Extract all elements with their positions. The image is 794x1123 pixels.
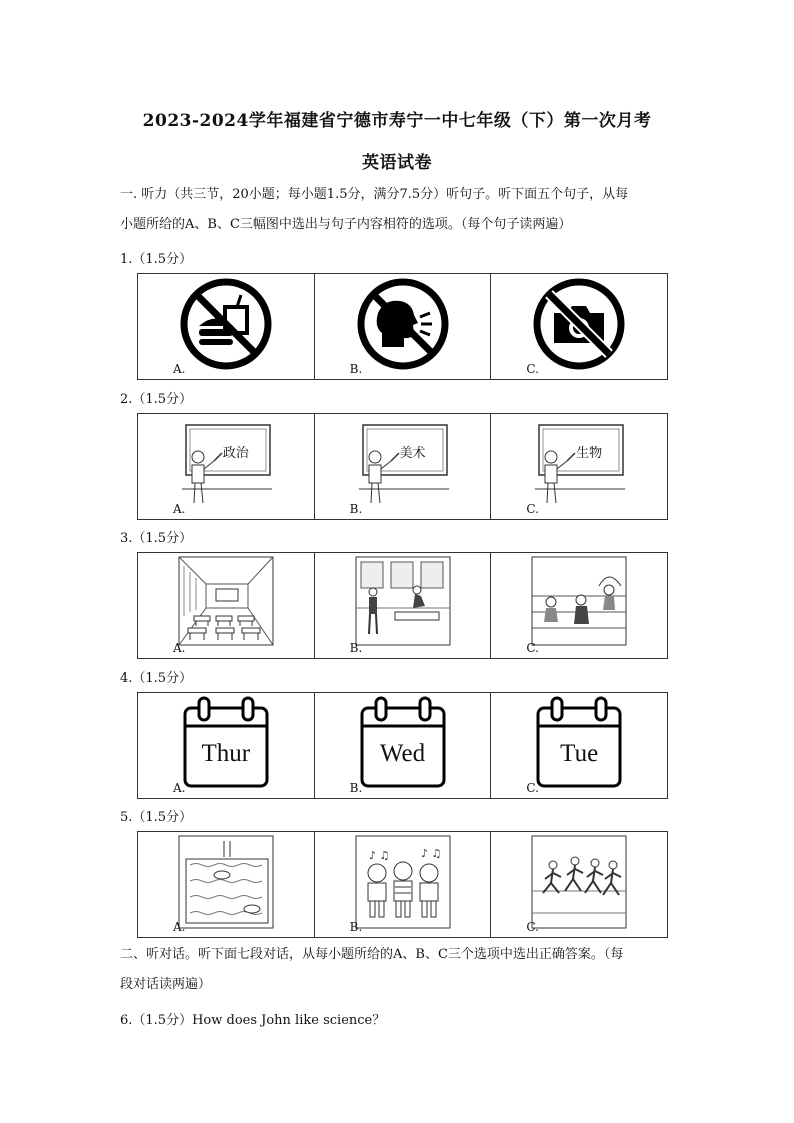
option-cell[interactable]	[138, 693, 315, 798]
svg-text:♪ ♫: ♪ ♫	[368, 849, 389, 862]
option-label: B.	[349, 781, 363, 795]
section2-instructions	[120, 940, 680, 1000]
calendar-icon	[181, 696, 271, 790]
option-cell[interactable]	[315, 693, 492, 798]
calendar-day: Wed	[379, 740, 426, 767]
calendar-icon	[534, 696, 624, 790]
option-cell[interactable]	[315, 274, 492, 379]
option-cell[interactable]	[315, 414, 492, 519]
playground-image	[531, 556, 627, 646]
question-6: 6.（1.5分）How does John like science？	[120, 1013, 386, 1028]
no-camera-icon	[532, 277, 626, 371]
option-cell[interactable]	[491, 553, 667, 658]
section1-line1: 一. 听力（共三节，20小题；每小题1.5分，满分7.5分）听句子。听下面五个句子，从每	[120, 187, 629, 202]
option-cell[interactable]	[315, 553, 492, 658]
running-image	[531, 835, 627, 929]
question-4-number: 4.（1.5分）	[120, 671, 193, 686]
teacher-board-image	[355, 417, 451, 507]
option-label: C.	[526, 641, 539, 655]
question-5-options	[137, 831, 668, 938]
option-cell[interactable]	[491, 832, 667, 937]
no-food-icon	[179, 277, 273, 371]
option-label: C.	[526, 362, 539, 376]
option-cell[interactable]	[315, 832, 492, 937]
option-cell[interactable]	[138, 414, 315, 519]
option-label: B.	[349, 641, 363, 655]
teacher-board-image	[531, 417, 627, 507]
svg-text:♪ ♫: ♪ ♫	[420, 847, 441, 860]
classroom-image	[178, 556, 274, 646]
section2-line2: 段对话读两遍）	[120, 977, 212, 992]
option-label: A.	[173, 920, 186, 934]
singing-image	[355, 835, 451, 929]
question-1-options	[137, 273, 668, 380]
gym-image	[355, 556, 451, 646]
question-2-number: 2.（1.5分）	[120, 392, 193, 407]
section2-line1: 二、听对话。听下面七段对话，从每小题所给的A、B、C三个选项中选出正确答案。（每	[120, 947, 624, 962]
question-3-options	[137, 552, 668, 659]
option-label: A.	[173, 781, 186, 795]
exam-subtitle: 英语试卷	[362, 153, 432, 173]
option-label: C.	[526, 920, 539, 934]
option-label: B.	[349, 362, 363, 376]
calendar-icon	[358, 696, 448, 790]
board-text: 政治	[222, 446, 249, 461]
option-label: B.	[349, 502, 363, 516]
option-label: A.	[173, 641, 186, 655]
question-1-number: 1.（1.5分）	[120, 252, 193, 267]
option-cell[interactable]	[138, 553, 315, 658]
question-2-options	[137, 413, 668, 520]
teacher-board-image	[178, 417, 274, 507]
calendar-day: Thur	[201, 740, 251, 767]
calendar-day: Tue	[560, 740, 599, 767]
question-5-number: 5.（1.5分）	[120, 810, 193, 825]
option-cell[interactable]	[491, 693, 667, 798]
option-label: C.	[526, 781, 539, 795]
question-4-options	[137, 692, 668, 799]
option-label: C.	[526, 502, 539, 516]
option-label: A.	[173, 502, 186, 516]
option-label: B.	[349, 920, 363, 934]
question-3-number: 3.（1.5分）	[120, 531, 193, 546]
swimming-image	[178, 835, 274, 929]
option-cell[interactable]	[138, 832, 315, 937]
no-talking-icon	[356, 277, 450, 371]
exam-title: 2023-2024学年福建省宁德市寿宁一中七年级（下）第一次月考	[142, 111, 652, 131]
option-cell[interactable]	[138, 274, 315, 379]
board-text: 美术	[399, 446, 426, 461]
section1-line2: 小题所给的A、B、C三幅图中选出与句子内容相符的选项。（每个句子读两遍）	[120, 217, 572, 232]
board-text: 生物	[576, 446, 603, 461]
option-label: A.	[173, 362, 186, 376]
option-cell[interactable]	[491, 274, 667, 379]
section1-instructions	[120, 180, 680, 240]
option-cell[interactable]	[491, 414, 667, 519]
